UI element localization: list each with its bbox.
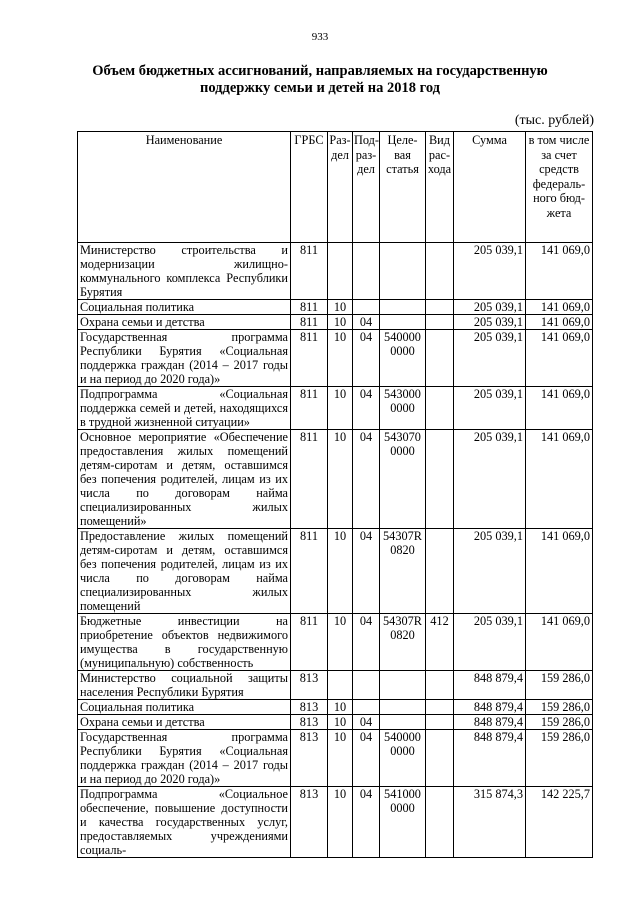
cell-vid-rashoda <box>426 300 454 315</box>
cell-grbs: 811 <box>291 430 328 529</box>
table-row <box>78 387 593 430</box>
cell-celevaya-statya <box>380 300 426 315</box>
cell-summa: 205 039,1 <box>454 315 526 330</box>
cell-federal-budget: 141 069,0 <box>526 330 593 387</box>
cell-federal-budget: 141 069,0 <box>526 300 593 315</box>
cell-podrazdel: 04 <box>353 387 380 430</box>
cell-name: Охрана семьи и детства <box>78 715 291 730</box>
table-row <box>78 430 593 529</box>
cell-razdel: 10 <box>328 787 353 858</box>
cell-celevaya-statya <box>380 315 426 330</box>
cell-summa: 205 039,1 <box>454 529 526 614</box>
table-row <box>78 614 593 671</box>
cell-federal-budget: 159 286,0 <box>526 671 593 700</box>
cell-name: Подпрограмма «Социальная поддержка семей и детей, находящихся в трудной жизненной ситуации» <box>78 387 291 430</box>
cell-razdel <box>328 243 353 300</box>
cell-vid-rashoda <box>426 330 454 387</box>
cell-razdel: 10 <box>328 300 353 315</box>
cell-podrazdel <box>353 300 380 315</box>
title-line-2: поддержку семьи и детей на 2018 год <box>199 80 440 96</box>
cell-summa: 205 039,1 <box>454 430 526 529</box>
cell-grbs: 813 <box>291 787 328 858</box>
cell-podrazdel: 04 <box>353 330 380 387</box>
header-name: Наименование <box>78 132 291 243</box>
table-row <box>78 730 593 787</box>
cell-razdel: 10 <box>328 315 353 330</box>
cell-grbs: 811 <box>291 529 328 614</box>
unit-label: (тыс. рублей) <box>514 113 594 128</box>
cell-name: Социальная политика <box>78 300 291 315</box>
header-federal-budget: в том числе за счет средств федераль-ного бюд-жета <box>526 132 593 243</box>
cell-name: Государственная программа Республики Бурятия «Социальная поддержка граждан (2014 – 2017 годы и на период до 2020 года)» <box>78 330 291 387</box>
cell-name: Государственная программа Республики Бурятия «Социальная поддержка граждан (2014 – 2017 годы и на период до 2020 года)» <box>78 730 291 787</box>
cell-vid-rashoda <box>426 529 454 614</box>
cell-federal-budget: 141 069,0 <box>526 387 593 430</box>
cell-podrazdel <box>353 671 380 700</box>
cell-podrazdel: 04 <box>353 529 380 614</box>
table-row <box>78 330 593 387</box>
cell-name: Социальная политика <box>78 700 291 715</box>
cell-name: Подпрограмма «Социальное обеспечение, повышение доступности и качества государственных услуг, предоставляемых учреждениями социаль- <box>78 787 291 858</box>
table-row <box>78 243 593 300</box>
table-row <box>78 300 593 315</box>
cell-summa: 848 879,4 <box>454 715 526 730</box>
cell-name: Бюджетные инвестиции на приобретение объектов недвижимого имущества в государственную (муниципальную) собственность <box>78 614 291 671</box>
cell-grbs: 811 <box>291 387 328 430</box>
cell-grbs: 813 <box>291 715 328 730</box>
cell-federal-budget: 141 069,0 <box>526 430 593 529</box>
cell-podrazdel: 04 <box>353 787 380 858</box>
cell-podrazdel: 04 <box>353 614 380 671</box>
header-podrazdel: Под-раз-дел <box>353 132 380 243</box>
title-line-1: Объем бюджетных ассигнований, направляемых на государственную <box>92 63 548 79</box>
table-row <box>78 315 593 330</box>
cell-vid-rashoda <box>426 243 454 300</box>
table-header-row <box>78 132 593 243</box>
cell-podrazdel: 04 <box>353 730 380 787</box>
cell-podrazdel: 04 <box>353 715 380 730</box>
header-razdel: Раз-дел <box>328 132 353 243</box>
cell-grbs: 811 <box>291 614 328 671</box>
cell-summa: 848 879,4 <box>454 730 526 787</box>
cell-vid-rashoda <box>426 315 454 330</box>
table-row <box>78 671 593 700</box>
cell-name: Охрана семьи и детства <box>78 315 291 330</box>
cell-celevaya-statya <box>380 243 426 300</box>
cell-razdel: 10 <box>328 430 353 529</box>
cell-grbs: 813 <box>291 671 328 700</box>
cell-vid-rashoda: 412 <box>426 614 454 671</box>
header-summa: Сумма <box>454 132 526 243</box>
cell-celevaya-statya: 540000 0000 <box>380 730 426 787</box>
cell-grbs: 811 <box>291 300 328 315</box>
cell-razdel: 10 <box>328 614 353 671</box>
cell-celevaya-statya: 543070 0000 <box>380 430 426 529</box>
cell-vid-rashoda <box>426 387 454 430</box>
cell-grbs: 811 <box>291 330 328 387</box>
cell-razdel <box>328 671 353 700</box>
cell-federal-budget: 159 286,0 <box>526 715 593 730</box>
cell-celevaya-statya <box>380 700 426 715</box>
cell-vid-rashoda <box>426 787 454 858</box>
cell-federal-budget: 141 069,0 <box>526 243 593 300</box>
cell-federal-budget: 141 069,0 <box>526 614 593 671</box>
cell-federal-budget: 142 225,7 <box>526 787 593 858</box>
cell-name: Предоставление жилых помещений детям-сиротам и детям, оставшимся без попечения родителей, лицам из их числа по договорам найма специализированных жилых помещений <box>78 529 291 614</box>
cell-celevaya-statya: 543000 0000 <box>380 387 426 430</box>
page-number: 933 <box>311 31 329 43</box>
cell-grbs: 811 <box>291 315 328 330</box>
page-title <box>60 63 580 97</box>
cell-celevaya-statya: 541000 0000 <box>380 787 426 858</box>
cell-podrazdel: 04 <box>353 315 380 330</box>
cell-podrazdel: 04 <box>353 430 380 529</box>
header-vid-rashoda: Вид рас-хода <box>426 132 454 243</box>
header-celevaya-statya: Целе-вая статья <box>380 132 426 243</box>
cell-summa: 205 039,1 <box>454 300 526 315</box>
cell-celevaya-statya: 54307R 0820 <box>380 614 426 671</box>
cell-grbs: 813 <box>291 700 328 715</box>
cell-federal-budget: 159 286,0 <box>526 730 593 787</box>
cell-summa: 315 874,3 <box>454 787 526 858</box>
header-grbs: ГРБС <box>291 132 328 243</box>
cell-name: Министерство социальной защиты населения Республики Бурятия <box>78 671 291 700</box>
cell-summa: 848 879,4 <box>454 700 526 715</box>
cell-celevaya-statya <box>380 715 426 730</box>
cell-summa: 205 039,1 <box>454 330 526 387</box>
cell-razdel: 10 <box>328 529 353 614</box>
table-row <box>78 700 593 715</box>
budget-table <box>77 131 593 858</box>
cell-razdel: 10 <box>328 330 353 387</box>
cell-vid-rashoda <box>426 671 454 700</box>
cell-name: Министерство строительства и модернизации жилищно-коммунального комплекса Республики Бурятия <box>78 243 291 300</box>
table-row <box>78 715 593 730</box>
cell-celevaya-statya: 54307R 0820 <box>380 529 426 614</box>
cell-razdel: 10 <box>328 387 353 430</box>
cell-summa: 205 039,1 <box>454 243 526 300</box>
table-row <box>78 529 593 614</box>
cell-federal-budget: 159 286,0 <box>526 700 593 715</box>
cell-federal-budget: 141 069,0 <box>526 315 593 330</box>
cell-razdel: 10 <box>328 700 353 715</box>
cell-razdel: 10 <box>328 730 353 787</box>
cell-podrazdel <box>353 243 380 300</box>
cell-vid-rashoda <box>426 715 454 730</box>
cell-summa: 848 879,4 <box>454 671 526 700</box>
cell-vid-rashoda <box>426 730 454 787</box>
cell-summa: 205 039,1 <box>454 387 526 430</box>
cell-razdel: 10 <box>328 715 353 730</box>
cell-grbs: 813 <box>291 730 328 787</box>
cell-podrazdel <box>353 700 380 715</box>
cell-celevaya-statya <box>380 671 426 700</box>
cell-summa: 205 039,1 <box>454 614 526 671</box>
cell-grbs: 811 <box>291 243 328 300</box>
table-row <box>78 787 593 858</box>
cell-vid-rashoda <box>426 430 454 529</box>
cell-name: Основное мероприятие «Обеспечение предоставления жилых помещений детям-сиротам и детям, оставшимся без попечения родителей, лицам из их числа по договорам найма специализированных жилых помещений» <box>78 430 291 529</box>
cell-federal-budget: 141 069,0 <box>526 529 593 614</box>
cell-celevaya-statya: 540000 0000 <box>380 330 426 387</box>
cell-vid-rashoda <box>426 700 454 715</box>
